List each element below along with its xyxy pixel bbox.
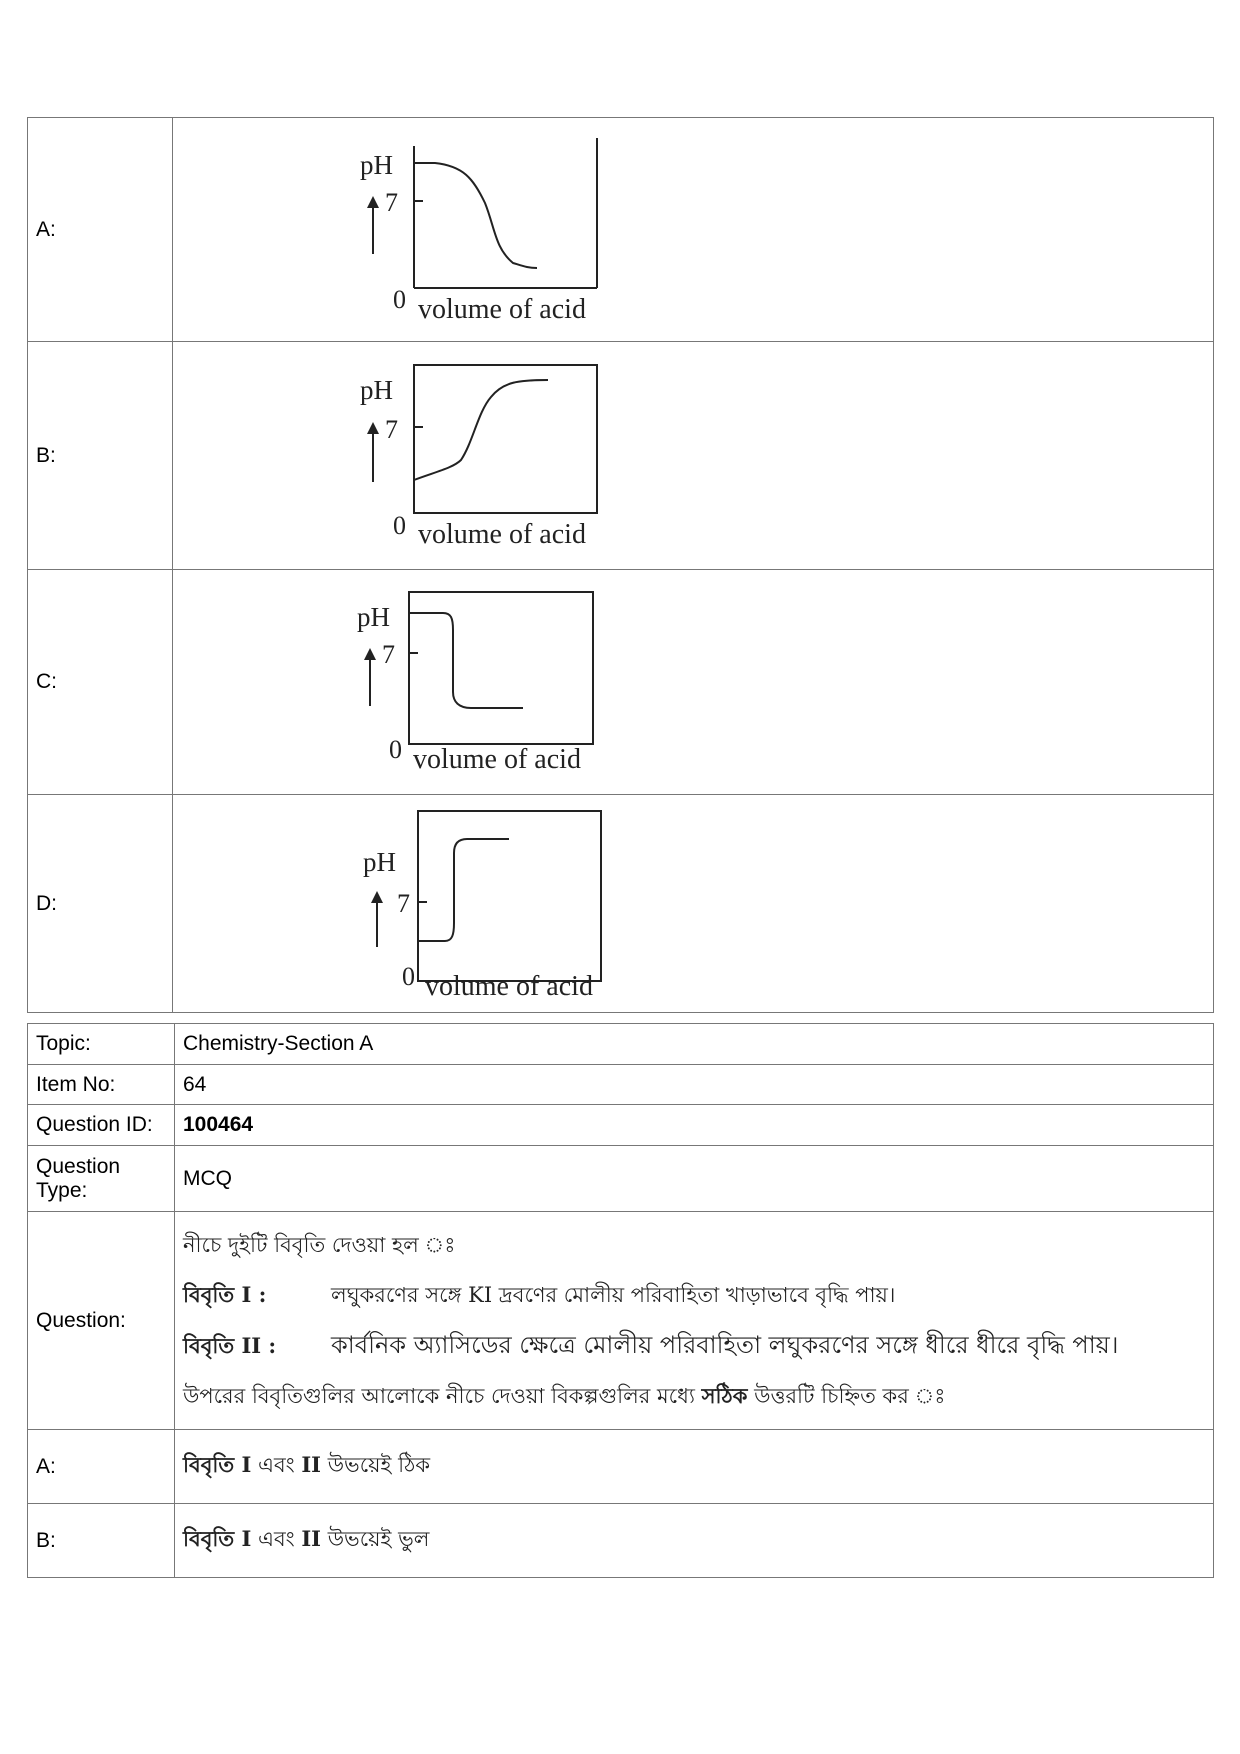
option-graph-cell [173, 342, 1214, 570]
question-type-label-line2: Type: [36, 1178, 88, 1202]
question-meta-table [27, 1023, 1214, 1578]
tick-label-7: 7 [397, 889, 410, 918]
question-id-row [28, 1105, 1214, 1146]
option-label: D: [28, 795, 173, 1013]
topic-value: Chemistry-Section A [175, 1024, 1214, 1065]
y-axis-label: pH [360, 150, 393, 180]
answer-conj: এবং [251, 1453, 302, 1477]
graph-box [414, 365, 597, 513]
item-row [28, 1065, 1214, 1105]
question-type-row [28, 1146, 1214, 1212]
option-row [28, 795, 1214, 1013]
tick-label-7: 7 [385, 415, 398, 444]
answer-verdict: উভয়েই ভুল [321, 1527, 430, 1551]
ph-curve [409, 613, 523, 708]
ph-curve [418, 839, 509, 941]
up-arrow-head [371, 891, 383, 903]
question-type-value: MCQ [175, 1146, 1214, 1212]
instruction-emphasis: সঠিক [701, 1383, 748, 1408]
item-label: Item No: [28, 1065, 175, 1105]
topic-row [28, 1024, 1214, 1065]
question-intro: নীচে দুইটি বিবৃতি দেওয়া হল ঃ [183, 1233, 456, 1257]
ph-curve [414, 380, 548, 480]
answer-verdict: উভয়েই ঠিক [321, 1453, 431, 1477]
option-graph-cell [173, 118, 1214, 342]
answer-row [28, 1504, 1214, 1578]
question-type-label [28, 1146, 175, 1212]
answer-statement: বিবৃতি I [183, 1526, 252, 1551]
statement-1-text: লঘুকরণের সঙ্গে KI দ্রবণের মোলীয় পরিবাহিতা খাড়াভাবে বৃদ্ধি পায়। [331, 1283, 896, 1307]
tick-label-7: 7 [382, 640, 395, 669]
graph-box [409, 592, 593, 744]
answer-statement-2: II [301, 1452, 322, 1477]
origin-label: 0 [393, 285, 406, 314]
answer-text [175, 1430, 1214, 1504]
question-body [175, 1212, 1214, 1430]
option-row [28, 118, 1214, 342]
instruction-text: উপরের বিবৃতিগুলির আলোকে নীচে দেওয়া বিকল্পগুলির মধ্যে [183, 1384, 702, 1408]
titration-graph-c [173, 570, 581, 789]
x-axis-label: volume of acid [418, 519, 586, 550]
up-arrow-head [364, 648, 376, 660]
option-label: C: [28, 570, 173, 795]
option-label: B: [28, 342, 173, 570]
statement-2-label: বিবৃতি II : [183, 1333, 277, 1358]
origin-label: 0 [393, 511, 406, 540]
answer-label: B: [28, 1504, 175, 1578]
ph-curve [414, 163, 537, 268]
question-label: Question: [28, 1212, 175, 1430]
y-axis-label: pH [357, 602, 390, 632]
question-id-value: 100464 [175, 1105, 1214, 1146]
options-table [27, 117, 1214, 1013]
answer-label: A: [28, 1430, 175, 1504]
answer-statement: বিবৃতি I [183, 1452, 252, 1477]
titration-graph-b [173, 342, 586, 564]
origin-label: 0 [402, 962, 415, 991]
statement-2 [183, 1320, 1205, 1371]
x-axis-label: volume of acid [413, 744, 581, 775]
question-type-label-line1: Question [36, 1154, 121, 1178]
option-label: A: [28, 118, 173, 342]
origin-label: 0 [389, 735, 402, 764]
question-instruction [183, 1371, 1205, 1421]
y-axis-label: pH [363, 847, 396, 877]
y-axis-label: pH [360, 375, 393, 405]
titration-graph-d [173, 795, 593, 1007]
question-id-label: Question ID: [28, 1105, 175, 1146]
up-arrow-head [367, 422, 379, 434]
tick-label-7: 7 [385, 188, 398, 217]
answer-row [28, 1430, 1214, 1504]
statement-1-label: বিবৃতি I : [183, 1282, 267, 1307]
x-axis-label: volume of acid [418, 294, 586, 325]
answer-text [175, 1504, 1214, 1578]
option-graph-cell [173, 570, 1214, 795]
up-arrow-head [367, 196, 379, 208]
statement-2-text: কার্বনিক অ্যাসিডের ক্ষেত্রে মোলীয় পরিবাহিতা লঘুকরণের সঙ্গে ধীরে ধীরে বৃদ্ধি পায়। [331, 1331, 1119, 1359]
x-axis-label: volume of acid [425, 971, 593, 1002]
answer-conj: এবং [251, 1527, 302, 1551]
question-row [28, 1212, 1214, 1430]
option-row [28, 570, 1214, 795]
titration-graph-a [173, 118, 586, 336]
graph-box [418, 811, 601, 981]
instruction-text-end: উত্তরটি চিহ্নিত কর ঃ [747, 1384, 946, 1408]
option-graph-cell [173, 795, 1214, 1013]
option-row [28, 342, 1214, 570]
item-value: 64 [175, 1065, 1214, 1105]
statement-1 [183, 1270, 1205, 1320]
topic-label: Topic: [28, 1024, 175, 1065]
answer-statement-2: II [301, 1526, 322, 1551]
